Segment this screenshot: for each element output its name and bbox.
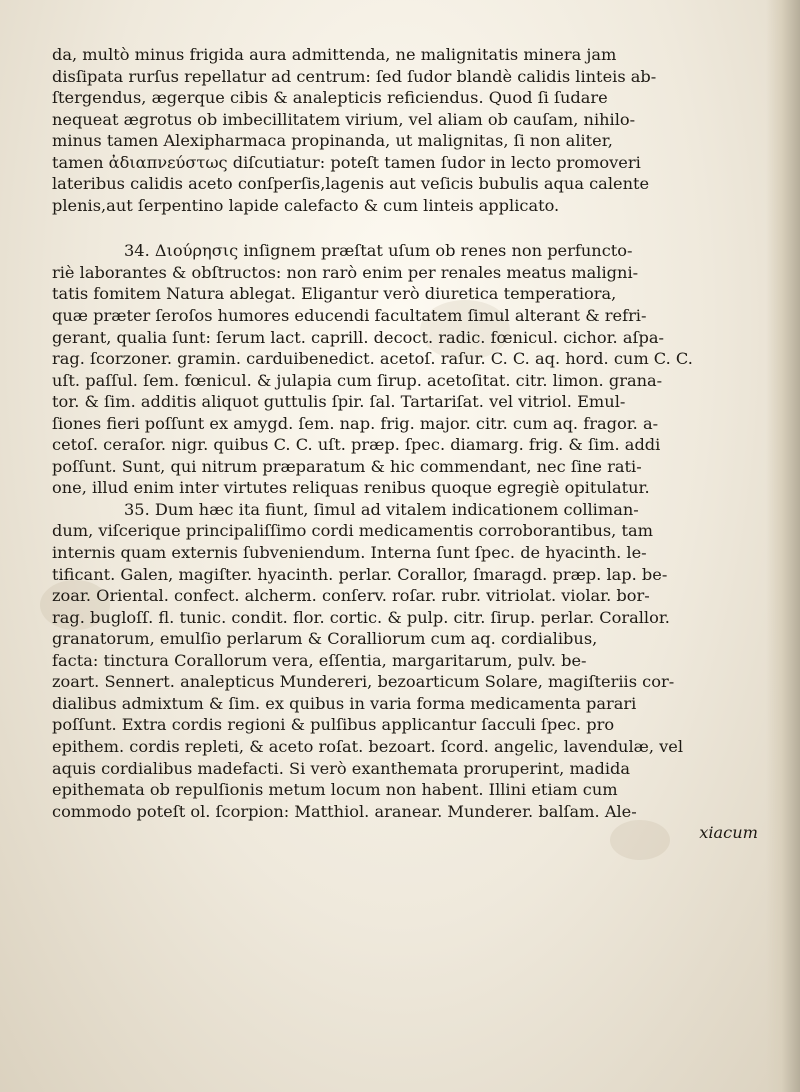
text-line: gerant, qualia ſunt: ſerum lact. caprill. decoct. radic. fœnicul. cichor. aſpa- [52, 327, 664, 347]
text-line: ſtergendus, ægerque cibis & analepticis reficiendus. Quod ſi ſudare [52, 88, 608, 108]
text-line: rag. ſcorzoner. gramin. carduibenedict. acetoſ. raſur. C. C. aq. hord. cum C. C. [52, 349, 693, 369]
catchword: xiacum [699, 823, 758, 843]
text-line: tatis fomitem Natura ablegat. Eligantur verò diuretica temperatiora, [52, 284, 617, 304]
text-line: ſiones fieri poſſunt ex amygd. ſem. nap. frig. major. citr. cum aq. fragor. a- [52, 413, 659, 433]
text-line: cetoſ. ceraſor. nigr. quibus C. C. uſt. præp. ſpec. diamarg. frig. & ſim. addi [52, 435, 661, 455]
text-line: commodo poteſt ol. ſcorpion: Matthiol. aranear. Munderer. balſam. Ale- [52, 801, 637, 821]
paragraph [52, 240, 764, 499]
text-line: internis quam externis ſubveniendum. Interna ſunt ſpec. de hyacinth. le- [52, 543, 647, 563]
text-line: one, illud enim inter virtutes reliquas renibus quoque egregiè opitulatur. [52, 478, 650, 498]
paragraph [52, 499, 764, 822]
text-line: dum, viſcerique principaliſſimo cordi medicamentis corroborantibus, tam [52, 521, 653, 541]
text-line: tamen ἀδιαπνεύστως diſcutiatur: poteſt tamen ſudor in lecto promoveri [52, 152, 641, 172]
text-line: minus tamen Alexipharmaca propinanda, ut malignitas, ſi non aliter, [52, 131, 613, 151]
page-edge [766, 0, 800, 1092]
text-line: granatorum, emulſio perlarum & Coralliorum cum aq. cordialibus, [52, 629, 598, 649]
text-line: tificant. Galen, magiſter. hyacinth. perlar. Corallor, ſmaragd. præp. lap. be- [52, 564, 668, 584]
text-line: zoar. Oriental. confect. alcherm. conſerv. roſar. rubr. vitriolat. violar. bor- [52, 586, 650, 606]
text-line: quæ præter ſeroſos humores educendi facultatem ſimul alterant & refri- [52, 306, 647, 326]
text-line: facta: tinctura Corallorum vera, eſſentia, margaritarum, pulv. be- [52, 650, 587, 670]
text-line: poſſunt. Extra cordis regioni & pulſibus applicantur ſacculi ſpec. pro [52, 715, 615, 735]
text-line: 35. Dum hæc ita fiunt, ſimul ad vitalem indicationem colliman- [124, 499, 639, 519]
paragraph-gap [52, 216, 764, 240]
text-line: epithemata ob repulſionis metum locum non habent. Illini etiam cum [52, 780, 618, 800]
text-line: zoart. Sennert. analepticus Mundereri, bezoarticum Solare, magiſteriis cor- [52, 672, 675, 692]
text-line: plenis,aut ſerpentino lapide calefacto & cum linteis applicato. [52, 195, 560, 215]
text-line: poſſunt. Sunt, qui nitrum præparatum & hic commendant, nec ſine rati- [52, 456, 642, 476]
body-text [52, 44, 764, 844]
text-line: dialibus admixtum & ſim. ex quibus in varia forma medicamenta parari [52, 693, 637, 713]
text-line: tor. & ſim. additis aliquot guttulis ſpir. ſal. Tartariſat. vel vitriol. Emul- [52, 392, 626, 412]
text-line: aquis cordialibus madefacti. Si verò exanthemata proruperint, madida [52, 758, 631, 778]
text-line: rag. bugloſſ. fl. tunic. condit. flor. cortic. & pulp. citr. ſirup. perlar. Corallor. [52, 607, 670, 627]
text-line: da, multò minus frigida aura admittenda, ne malignitatis minera jam [52, 45, 617, 64]
text-line: lateribus calidis aceto conſperſis,lagenis aut veſicis bubulis aqua calente [52, 174, 650, 194]
paragraph [52, 44, 764, 216]
text-line: 34. Διούρησις inſignem præſtat uſum ob renes non perfunctо- [124, 241, 633, 261]
text-line: disſipata rurſus repellatur ad centrum: ſed ſudor blandè calidis linteis ab- [52, 66, 657, 86]
text-line: uſt. paſſul. ſem. fœnicul. & julapia cum ſirup. acetoſitat. citr. limon. grana- [52, 370, 663, 390]
text-line: riè laborantes & obſtructos: non rarò enim per renales meatus maligni- [52, 262, 639, 282]
text-line: nequeat ægrotus ob imbecillitatem virium, vel aliam ob cauſam, nihilo- [52, 109, 636, 129]
text-line: epithem. cordis repleti, & aceto roſat. bezoart. ſcord. angelic, lavendulæ, vel [52, 736, 684, 756]
